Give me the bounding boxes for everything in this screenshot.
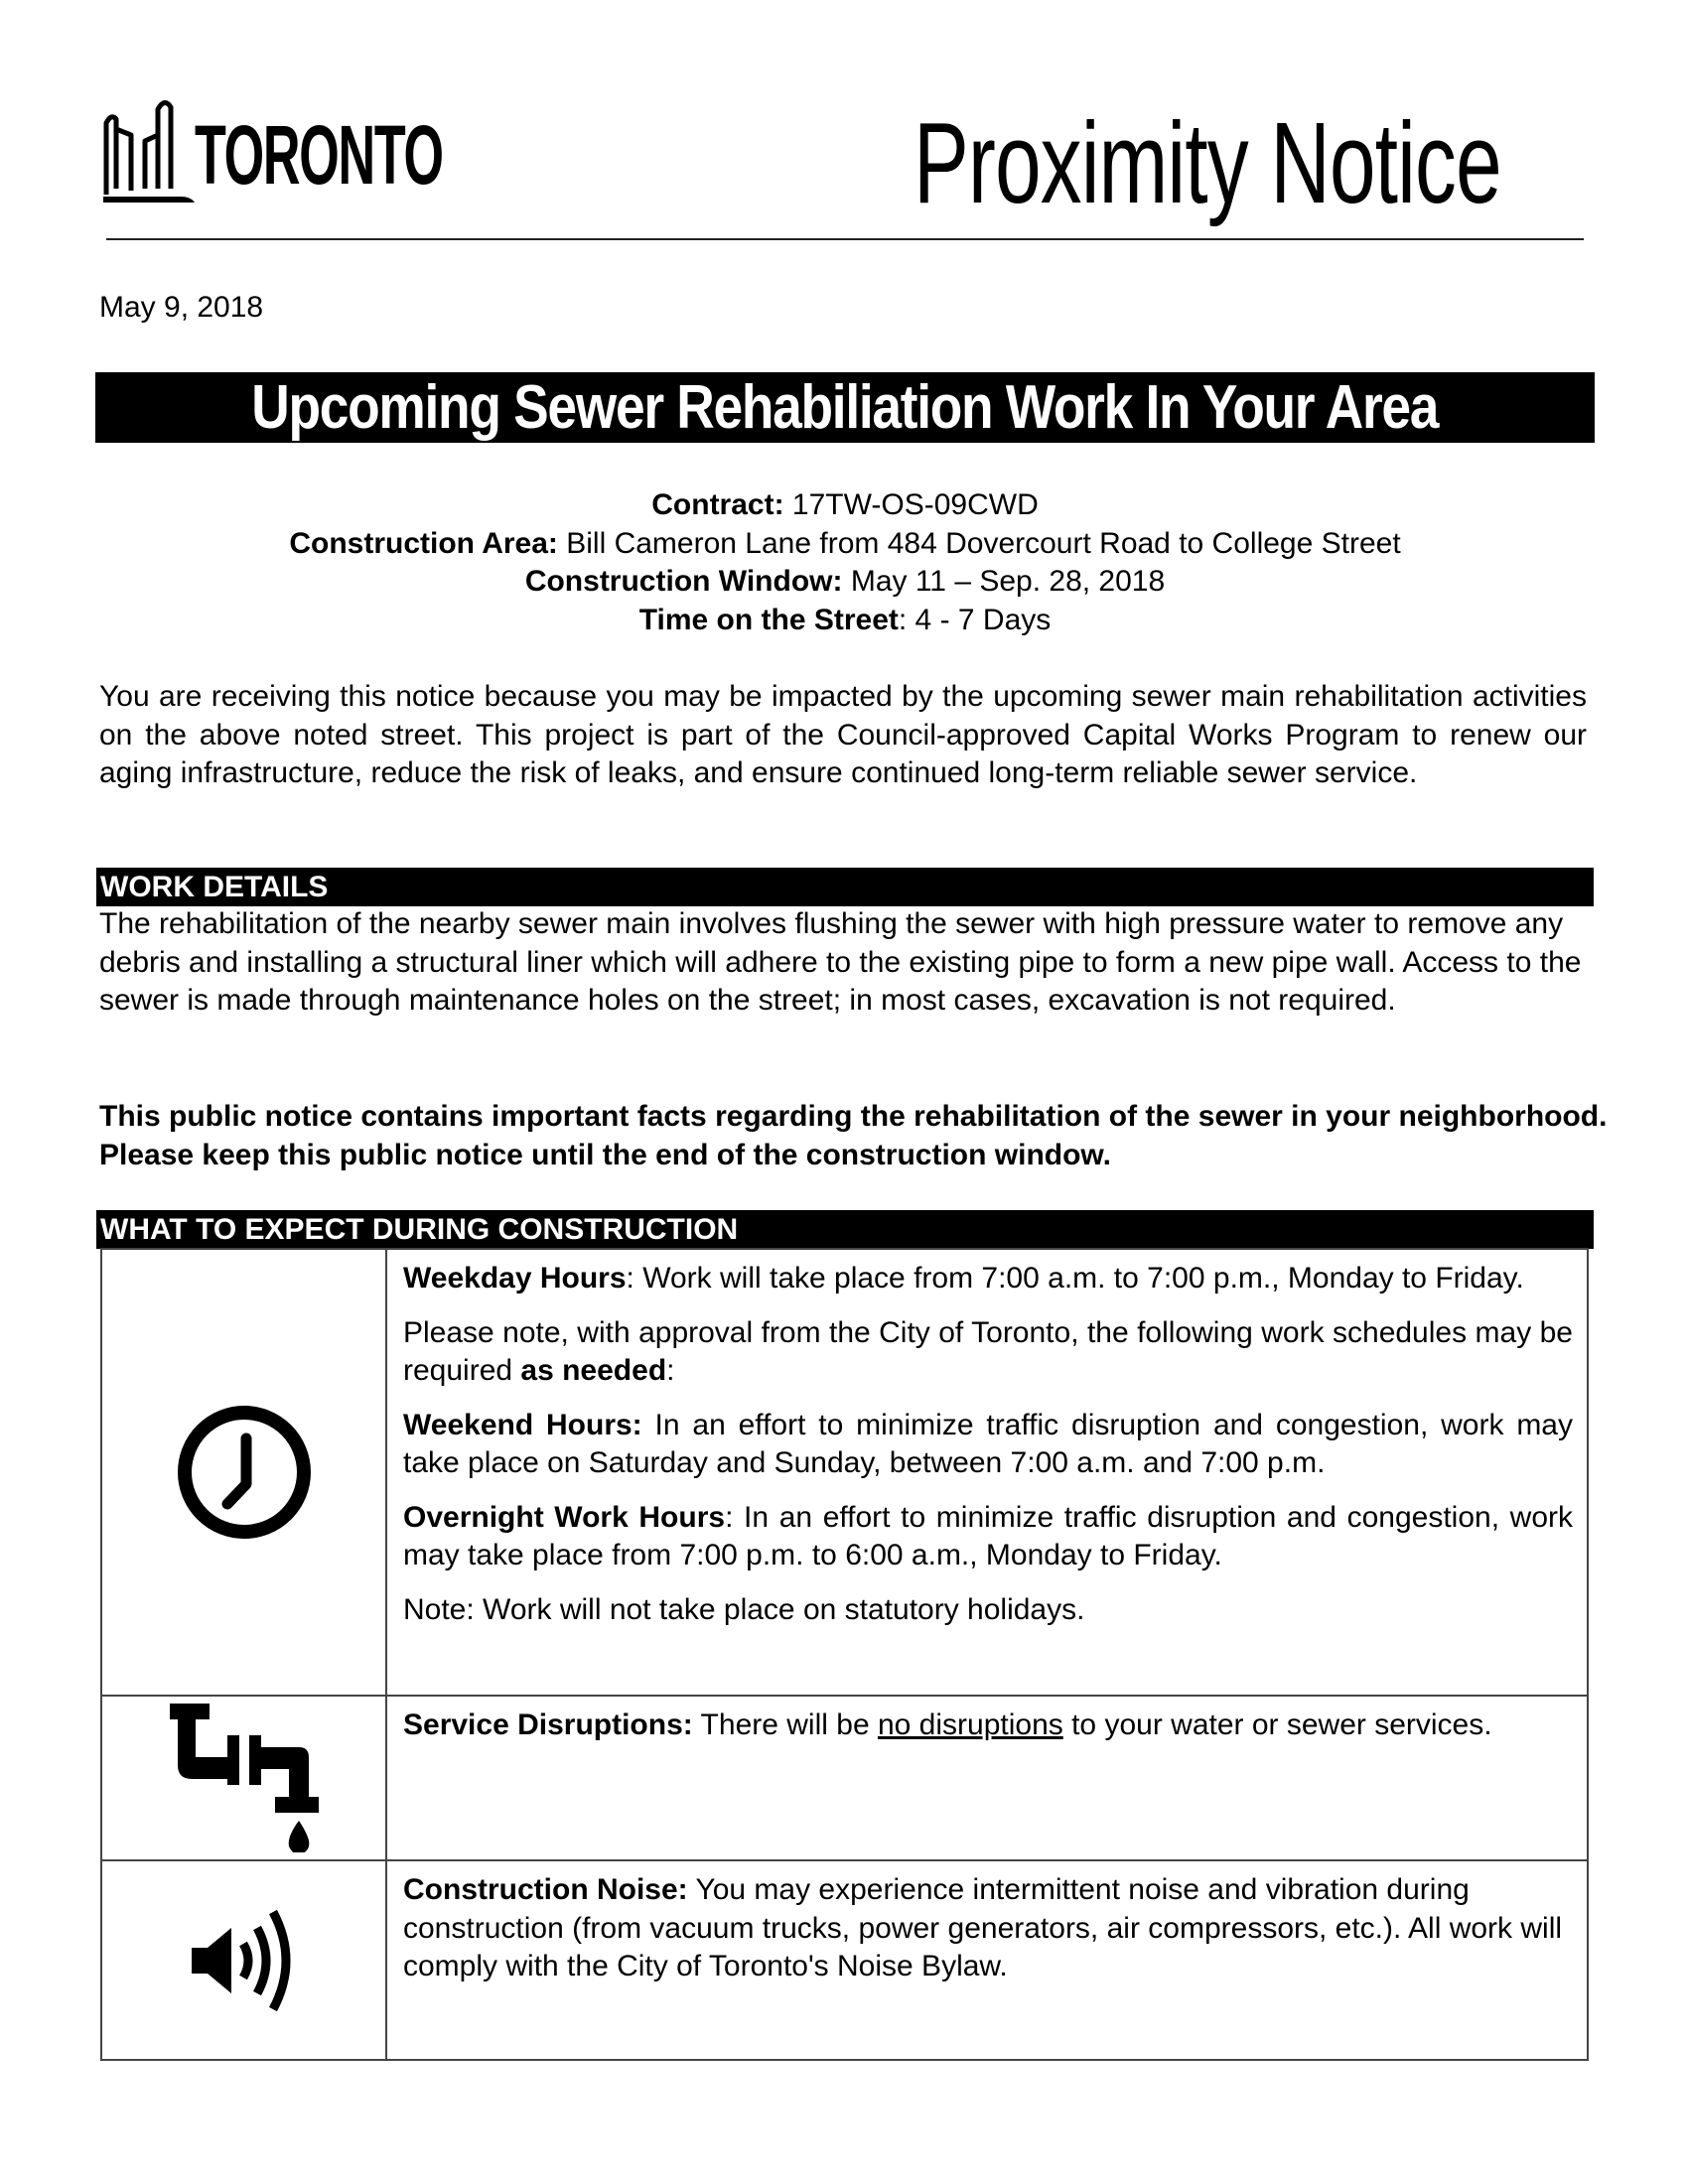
work-details-heading: WORK DETAILS (96, 868, 1594, 906)
noise-text-cell (386, 1860, 1588, 2060)
overnight-text: : In an effort to minimize traffic disruption and congestion, work may take place from 7:00 p.m. to 6:00 a.m., Monday to Friday. (403, 1500, 1573, 1571)
weekend-label: Weekend Hours: (403, 1408, 642, 1441)
holiday-note: Note: Work will not take place on statutory holidays. (403, 1592, 1085, 1626)
weekday-label: Weekday Hours (403, 1262, 627, 1295)
no-disruptions-emphasis: no disruptions (877, 1708, 1063, 1741)
window-label: Construction Window: (524, 565, 843, 598)
schedule-note-text: Please note, with approval from the City of Toronto, the following work schedules may be required (403, 1315, 1573, 1387)
speaker-noise-icon (190, 1906, 299, 2015)
service-text-cell (386, 1696, 1588, 1860)
header-divider (106, 238, 1584, 240)
table-row-service (101, 1696, 1588, 1860)
weekend-hours (403, 1407, 1573, 1483)
contract-value: 17TW-OS-09CWD (783, 488, 1039, 521)
weekend-text: In an effort to minimize traffic disruption and congestion, work may take place on Saturday and Sunday, between 7:00 a.m. and 7:00 p.m. (403, 1408, 1573, 1479)
water-tap-icon (170, 1704, 319, 1852)
schedule-note-colon: : (666, 1354, 675, 1387)
notice-title: Proximity Notice (914, 98, 1501, 227)
overnight-hours (403, 1499, 1573, 1575)
icon-cell (101, 1696, 386, 1860)
title-banner (95, 372, 1595, 443)
noise-text: You may experience intermittent noise and vibration during construction (from vacuum trucks, power generators, air compressors, etc.). All work will comply with the City of Toronto's Noise Bylaw. (403, 1873, 1563, 1982)
as-needed-emphasis: as needed (520, 1354, 667, 1387)
table-row-hours (101, 1249, 1588, 1696)
schedule-note (403, 1314, 1573, 1391)
icon-cell (101, 1860, 386, 2060)
area-value: Bill Cameron Lane from 484 Dovercourt Road to College Street (557, 526, 1401, 560)
intro-paragraph: You are receiving this notice because you may be impacted by the upcoming sewer main rehabilitation activities on the above noted street. This project is part of the Council-approved Capital Works Program to renew our aging infrastructure, reduce the risk of leaks, and ensure continued long-term reliable sewer service. (99, 680, 1587, 789)
time-line (95, 602, 1595, 640)
page-title: Upcoming Sewer Rehabiliation Work In Your Area (251, 373, 1439, 442)
contract-line (95, 486, 1595, 525)
weekday-hours (403, 1260, 1573, 1298)
city-of-toronto-logo (103, 99, 443, 203)
time-value: : 4 - 7 Days (898, 603, 1052, 636)
service-text-end: to your water or sewer services. (1062, 1708, 1492, 1741)
construction-noise (403, 1871, 1573, 1986)
important-note: This public notice contains important facts regarding the rehabilitation of the sewer in your neighborhood. Please keep this public notice until the end of the construction window. (99, 1100, 1608, 1171)
overnight-label: Overnight Work Hours (403, 1500, 726, 1534)
contract-label: Contract: (651, 488, 784, 521)
service-label: Service Disruptions: (403, 1708, 693, 1741)
work-details-text: The rehabilitation of the nearby sewer main involves flushing the sewer with high pressure water to remove any debris and installing a structural liner which will adhere to the existing pipe to form a new pipe wall. Access to the sewer is made through maintenance holes on the street; in most cases, excavation is not required. (99, 907, 1582, 1017)
logo-wordmark: TORONTO (195, 108, 443, 202)
expectations-table (100, 1248, 1589, 2061)
icon-cell (101, 1249, 386, 1696)
service-text: There will be (692, 1708, 878, 1741)
time-label: Time on the Street (638, 603, 899, 636)
notice-date: May 9, 2018 (99, 291, 264, 324)
clock-icon (175, 1403, 314, 1542)
hours-text-cell (386, 1249, 1588, 1696)
noise-label: Construction Noise: (403, 1873, 688, 1906)
weekday-text: : Work will take place from 7:00 a.m. to 7:00 p.m., Monday to Friday. (626, 1262, 1524, 1295)
area-label: Construction Area: (289, 526, 558, 560)
table-row-noise (101, 1860, 1588, 2060)
project-facts (95, 486, 1595, 639)
service-disruptions (403, 1706, 1573, 1745)
what-to-expect-heading: WHAT TO EXPECT DURING CONSTRUCTION (96, 1210, 1594, 1249)
city-hall-icon (103, 99, 195, 203)
window-line (95, 563, 1595, 602)
window-value: May 11 – Sep. 28, 2018 (842, 565, 1166, 598)
area-line (95, 525, 1595, 564)
